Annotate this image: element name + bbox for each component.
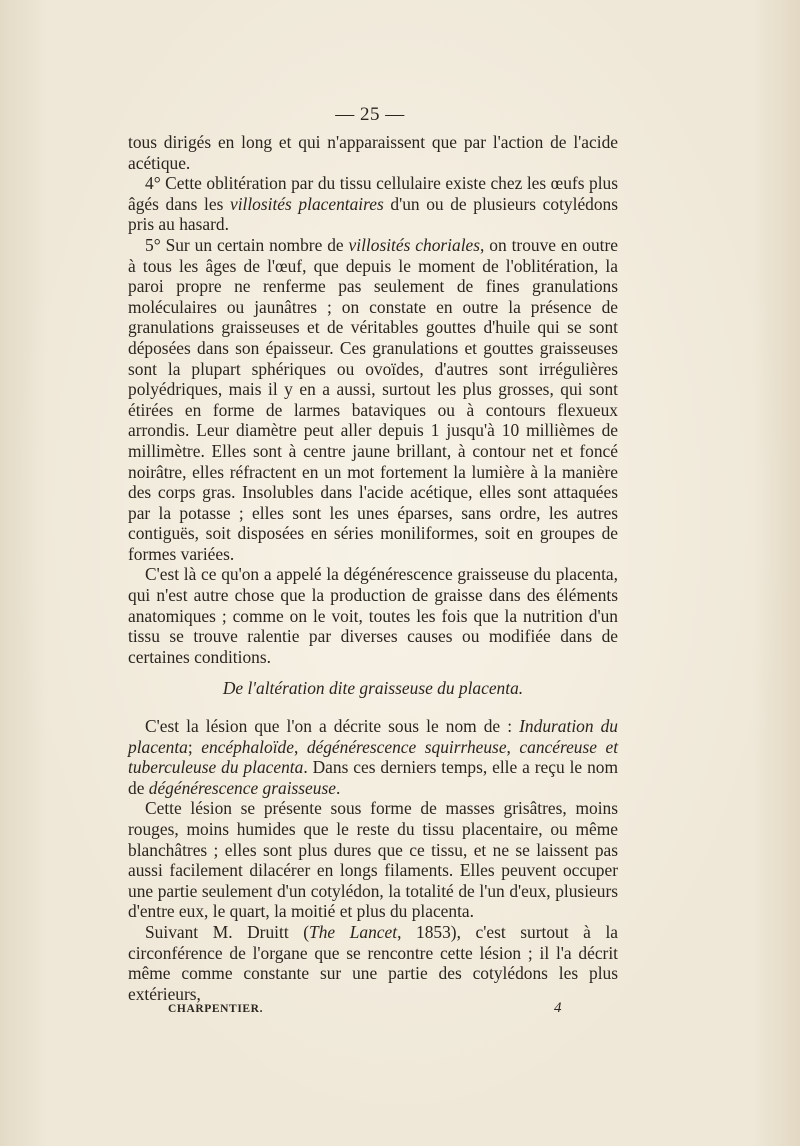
p7-a: Suivant M. Druitt ( [145, 921, 310, 942]
paragraph-2-text-a: 4° Cette oblitération par du tissu cellulaire existe chez les œufs plus âgés dans les [128, 173, 618, 214]
paragraph-5 [128, 716, 618, 798]
p5-d: encéphaloïde [201, 736, 294, 757]
p5-f: dégénérescence squirrheuse [306, 736, 507, 757]
paragraph-2-text-c: d'un ou de plusieurs cotylédons pris au hasard. [128, 193, 619, 235]
paragraph-2 [128, 173, 618, 235]
paragraph-1: tous dirigés en long et qui n'apparaissent que par l'action de l'acide acétique. [128, 132, 618, 173]
p5-i: . Dans ces derniers temps, elle a reçu le nom de [128, 757, 618, 798]
p5-j: dégénérescence graisseuse [148, 777, 336, 798]
p5-c: ; [187, 736, 202, 757]
paragraph-6: Cette lésion se présente sous forme de masses grisâtres, moins rouges, moins humides que le reste du tissu placentaire, ou même blanchâtres ; elles sont plus dures que ce tissu, et ne se laissent pas aussi facilement dilacérer en longs filaments. Elles peuvent occuper une partie seulement d'un cotylédon, la totalité de l'un d'eux, plusieurs d'entre eux, le quart, la moitié et plus du placenta. [128, 798, 618, 922]
body-text-bottom [128, 716, 618, 1004]
paragraph-3 [128, 235, 618, 565]
footer-sheet-number: 4 [554, 1000, 562, 1016]
p5-g: , [506, 736, 520, 757]
p7-b: The Lancet [309, 921, 398, 942]
section-heading: De l'altération dite graisseuse du placenta. [222, 678, 524, 698]
p5-b: Induration du placenta [128, 716, 618, 757]
paragraph-4: C'est là ce qu'on a appelé la dégénérescence graisseuse du placenta, qui n'est autre chose que la production de graisse dans des éléments anatomiques ; comme on le voit, toutes les fois que la nutrition d'un tissu se trouve ralentie par diverses causes ou modifiée dans de certaines conditions. [128, 564, 618, 667]
p5-k: . [335, 777, 341, 798]
p5-h: cancéreuse et tuberculeuse du placenta [128, 736, 619, 778]
p7-c: , 1853), c'est surtout à la circonférence de l'organe que se rencontre cette lésion ; il l'a décrit même comme constante sur une partie des cotylédons les plus extérieurs, [128, 921, 619, 1004]
paragraph-7 [128, 922, 618, 1004]
body-text-top [128, 132, 618, 667]
p5-e: , [293, 736, 307, 757]
page-number: — 25 — [335, 104, 405, 125]
footer-signature: CHARPENTIER. [168, 1003, 264, 1015]
paragraph-2-italic: villosités placentaires [229, 193, 384, 214]
p5-a: C'est la lésion que l'on a décrite sous le nom de : [145, 716, 520, 736]
paragraph-3-text-a: 5° Sur un certain nombre de [145, 234, 349, 255]
paragraph-3-italic: villosités choriales [348, 234, 481, 255]
paragraph-3-text-c: , on trouve en outre à tous les âges de l'œuf, que depuis le moment de l'oblitération, la paroi propre ne renferme pas seulement de fines granulations moléculaires ou jaunâtres ; on constate en outre la présence de granulations graisseuses et de véritables gouttes d'huile qui se sont déposées dans son épaisseur. Ces granulations et gouttes graisseuses sont la plupart sphériques ou ovoïdes, d'autres sont irrégulières polyédriques, mais il y en a aussi, surtout les plus grosses, qui sont étirées en forme de larmes bataviques ou à contours flexueux arrondis. Leur diamètre peut aller depuis 1 jusqu'à 10 millièmes de millimètre. Elles sont à centre jaune brillant, à contour net et foncé noirâtre, elles réfractent en un mot fortement la lumière à la manière des corps gras. Insolubles dans l'acide acétique, elles sont attaquées par la potasse ; elles sont les unes éparses, sans ordre, les autres contiguës, soit disposées en séries moniliformes, soit en groupes de formes variées. [128, 234, 618, 564]
